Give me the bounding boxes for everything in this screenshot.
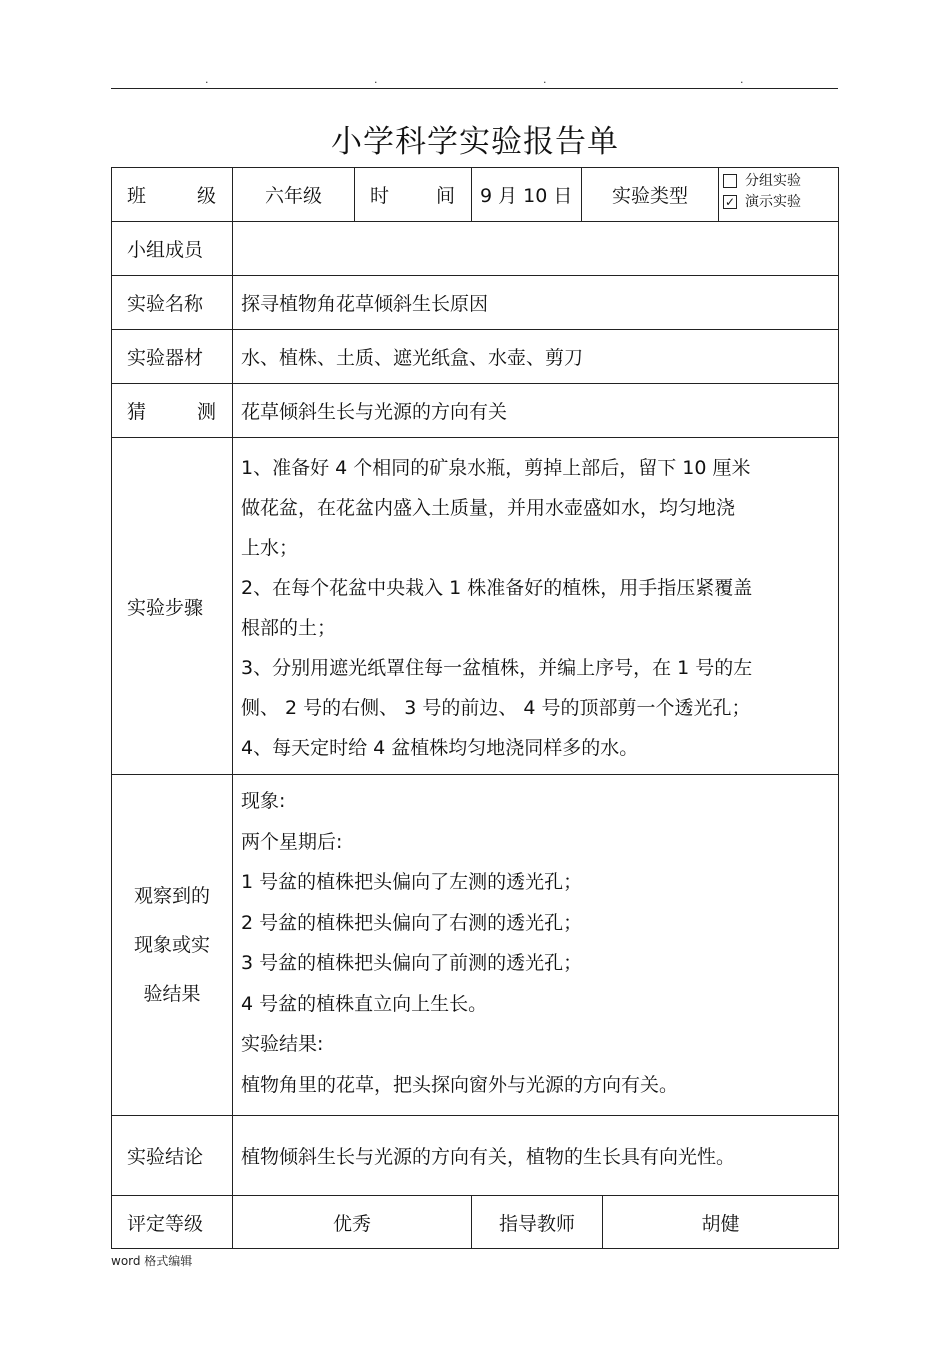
step-line: 上水； — [241, 537, 299, 559]
step-line: 1、准备好 4 个相同的矿泉水瓶，剪掉上部后，留下 10 厘米 — [241, 457, 751, 479]
observation-line: 两个星期后: — [241, 830, 343, 853]
header-rule — [111, 88, 838, 89]
type-option-demo[interactable] — [723, 191, 838, 212]
observation-line: 3 号盆的植株把头偏向了前测的透光孔； — [241, 952, 583, 974]
step-line: 侧、 2 号的右侧、 3 号的前边、 4 号的顶部剪一个透光孔； — [241, 697, 751, 719]
step-line: 3、分别用遮光纸罩住每一盆植株，并编上序号，在 1 号的左 — [241, 657, 753, 679]
conclusion-value: 植物倾斜生长与光源的方向有关，植物的生长具有向光性。 — [233, 1116, 839, 1196]
observation-content — [233, 775, 839, 1116]
header-dot-4: . — [740, 73, 744, 86]
type-option-group[interactable] — [723, 170, 838, 191]
time-value: 9 月 10 日 — [472, 168, 582, 222]
time-label-char-2: 间 — [435, 185, 455, 207]
group-experiment-checkbox[interactable] — [723, 174, 737, 188]
type-label: 实验类型 — [582, 168, 719, 222]
observation-label-line: 观察到的 — [133, 884, 210, 907]
step-line: 根部的土； — [241, 617, 337, 639]
row-guess — [112, 384, 839, 438]
row-observation — [112, 775, 839, 1116]
observation-line: 实验结果: — [241, 1033, 324, 1055]
observation-label-cell — [112, 775, 233, 1116]
header-dot-1: . — [205, 73, 209, 86]
header-dot-3: . — [543, 73, 547, 86]
experiment-name-label: 实验名称 — [112, 276, 233, 330]
members-label: 小组成员 — [112, 222, 233, 276]
experiment-name-value: 探寻植物角花草倾斜生长原因 — [233, 276, 839, 330]
header-dot-2: . — [374, 73, 378, 86]
guess-label-char-1: 猜 — [127, 401, 147, 423]
guess-value: 花草倾斜生长与光源的方向有关 — [233, 384, 839, 438]
class-label-char-2: 级 — [196, 185, 216, 207]
demo-experiment-checkbox[interactable]: ✓ — [724, 194, 736, 209]
class-value: 六年级 — [233, 168, 355, 222]
row-members — [112, 222, 839, 276]
equipment-value: 水、植株、土质、遮光纸盒、水壶、剪刀 — [233, 330, 839, 384]
steps-content — [233, 438, 839, 775]
observation-label-line: 现象或实 — [133, 933, 210, 956]
observation-line: 现象: — [241, 790, 286, 812]
step-line: 做花盆，在花盆内盛入土质量，并用水壶盛如水，均匀地浇 — [241, 497, 736, 519]
report-table — [111, 167, 839, 1249]
group-experiment-label: 分组实验 — [745, 172, 802, 189]
guess-label-char-2: 测 — [196, 401, 216, 423]
row-grade — [112, 1196, 839, 1249]
step-line: 2、在每个花盆中央栽入 1 株准备好的植株，用手指压紧覆盖 — [241, 577, 753, 599]
equipment-label: 实验器材 — [112, 330, 233, 384]
observation-line: 植物角里的花草，把头探向窗外与光源的方向有关。 — [241, 1073, 679, 1096]
demo-experiment-label: 演示实验 — [745, 193, 802, 210]
observation-line: 4 号盆的植株直立向上生长。 — [241, 992, 488, 1015]
observation-label-line: 验结果 — [143, 982, 201, 1005]
observation-line: 2 号盆的植株把头偏向了右测的透光孔； — [241, 911, 583, 934]
time-label-cell — [355, 168, 472, 222]
type-options — [719, 168, 839, 222]
teacher-value: 胡健 — [603, 1196, 839, 1249]
row-conclusion — [112, 1116, 839, 1196]
grade-label: 评定等级 — [112, 1196, 233, 1249]
time-label-char-1: 时 — [370, 185, 390, 207]
conclusion-label: 实验结论 — [112, 1116, 233, 1196]
step-line: 4、每天定时给 4 盆植株均匀地浇同样多的水。 — [241, 737, 639, 759]
observation-line: 1 号盆的植株把头偏向了左测的透光孔； — [241, 871, 583, 893]
page-title: 小学科学实验报告单 — [331, 124, 619, 160]
footer-note: word 格式编辑 — [111, 1254, 193, 1268]
class-label-cell — [112, 168, 233, 222]
row-equipment — [112, 330, 839, 384]
members-value — [233, 222, 839, 276]
observation-label — [112, 872, 232, 1019]
row-basic-info — [112, 168, 839, 222]
teacher-label: 指导教师 — [472, 1196, 603, 1249]
guess-label-cell — [112, 384, 233, 438]
class-label-char-1: 班 — [127, 185, 147, 207]
steps-label: 实验步骤 — [112, 438, 233, 775]
row-steps — [112, 438, 839, 775]
grade-value: 优秀 — [233, 1196, 472, 1249]
row-experiment-name — [112, 276, 839, 330]
